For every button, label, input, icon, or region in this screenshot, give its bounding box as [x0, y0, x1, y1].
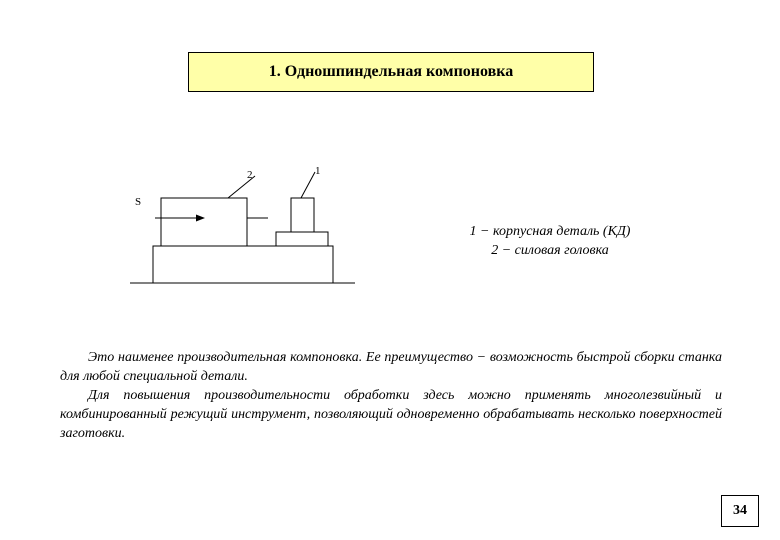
label-2: 2 [247, 169, 253, 181]
page-title-text: 1. Одношпиндельная компоновка [268, 63, 514, 80]
label-s: S [135, 196, 142, 208]
legend-line-1: 1 − корпусная деталь (КД) [469, 224, 631, 239]
page-number-text: 34 [733, 503, 747, 518]
paragraph-1: Это наименее производительная компоновка. Ее преимущество − возможность быстрой сборки станка для любой специальной детали. [60, 350, 722, 384]
machine-base [153, 246, 333, 283]
fixture [276, 232, 328, 246]
feed-arrow-head [196, 215, 205, 222]
page-number [721, 495, 759, 527]
paragraph-2: Для повышения производительности обработки здесь можно применять многолезвийный и комбинированный режущий инструмент, позволяющий одновременно обрабатывать несколько поверхностей заготовки. [60, 388, 722, 441]
legend-line-2: 2 − силовая головка [491, 243, 609, 258]
label-1: 1 [315, 165, 321, 177]
leader-line-1 [301, 172, 315, 198]
power-head [161, 198, 247, 246]
legend [440, 222, 660, 260]
workpiece [291, 198, 314, 232]
body-text [60, 348, 722, 443]
